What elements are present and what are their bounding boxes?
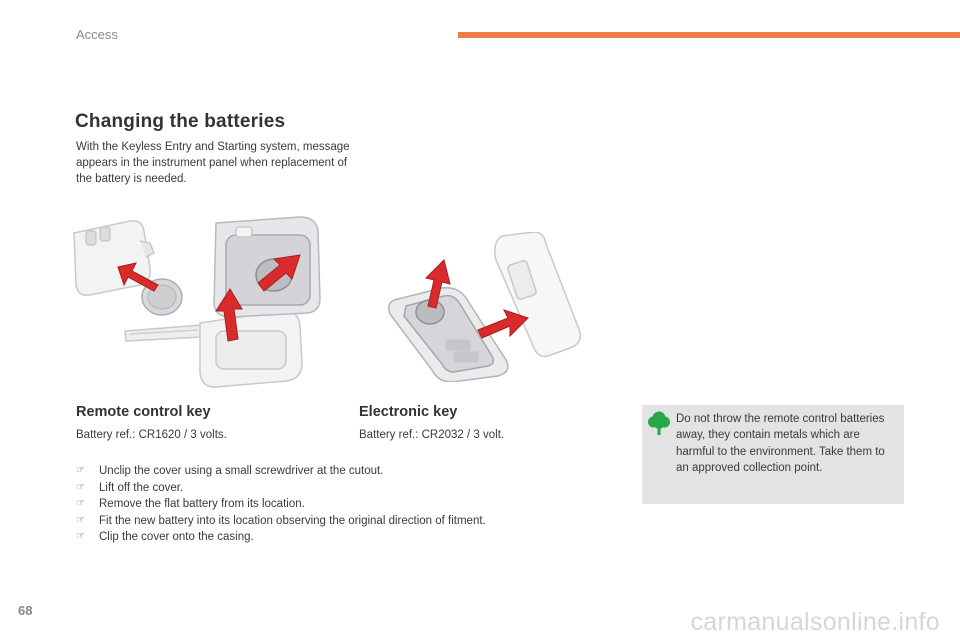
step-text: Fit the new battery into its location observing the original direction of fitment.: [99, 514, 486, 527]
remote-key-title: Remote control key: [76, 404, 211, 420]
step-item: [76, 480, 486, 497]
procedure-steps: [76, 463, 486, 546]
step-item: [76, 529, 486, 546]
step-item: [76, 463, 486, 480]
step-text: Lift off the cover.: [99, 481, 184, 494]
environment-note: [642, 405, 904, 504]
step-item: [76, 513, 486, 530]
pointing-hand-icon: ☞: [76, 465, 85, 476]
electronic-key-illustration: [384, 232, 584, 382]
page-number: 68: [18, 603, 33, 618]
step-text: Clip the cover onto the casing.: [99, 531, 254, 543]
header-accent-bar: [458, 32, 960, 38]
remote-key-illustration: [70, 213, 332, 388]
intro-paragraph: With the Keyless Entry and Starting system, message appears in the instrument panel when replacement of the battery is needed.: [76, 141, 350, 185]
step-text: Remove the flat battery from its location.: [99, 498, 305, 510]
electronic-key-title: Electronic key: [359, 404, 458, 420]
page-title: Changing the batteries: [75, 111, 286, 132]
pointing-hand-icon: ☞: [76, 498, 85, 509]
green-tree-icon: [648, 410, 670, 436]
watermark: carmanualsonline.info: [690, 608, 940, 636]
pointing-hand-icon: ☞: [76, 531, 85, 542]
step-item: [76, 496, 486, 513]
pointing-hand-icon: ☞: [76, 481, 85, 493]
environment-note-text: Do not throw the remote control batteries away, they contain metals which are harmful to the environment. Take them to an approved collection point.: [676, 413, 885, 474]
remote-key-battery-ref: Battery ref.: CR1620 / 3 volts.: [76, 429, 227, 441]
section-label: Access: [76, 27, 118, 42]
electronic-key-battery-ref: Battery ref.: CR2032 / 3 volt.: [359, 429, 505, 441]
step-text: Unclip the cover using a small screwdriver at the cutout.: [99, 465, 384, 477]
pointing-hand-icon: ☞: [76, 514, 85, 526]
